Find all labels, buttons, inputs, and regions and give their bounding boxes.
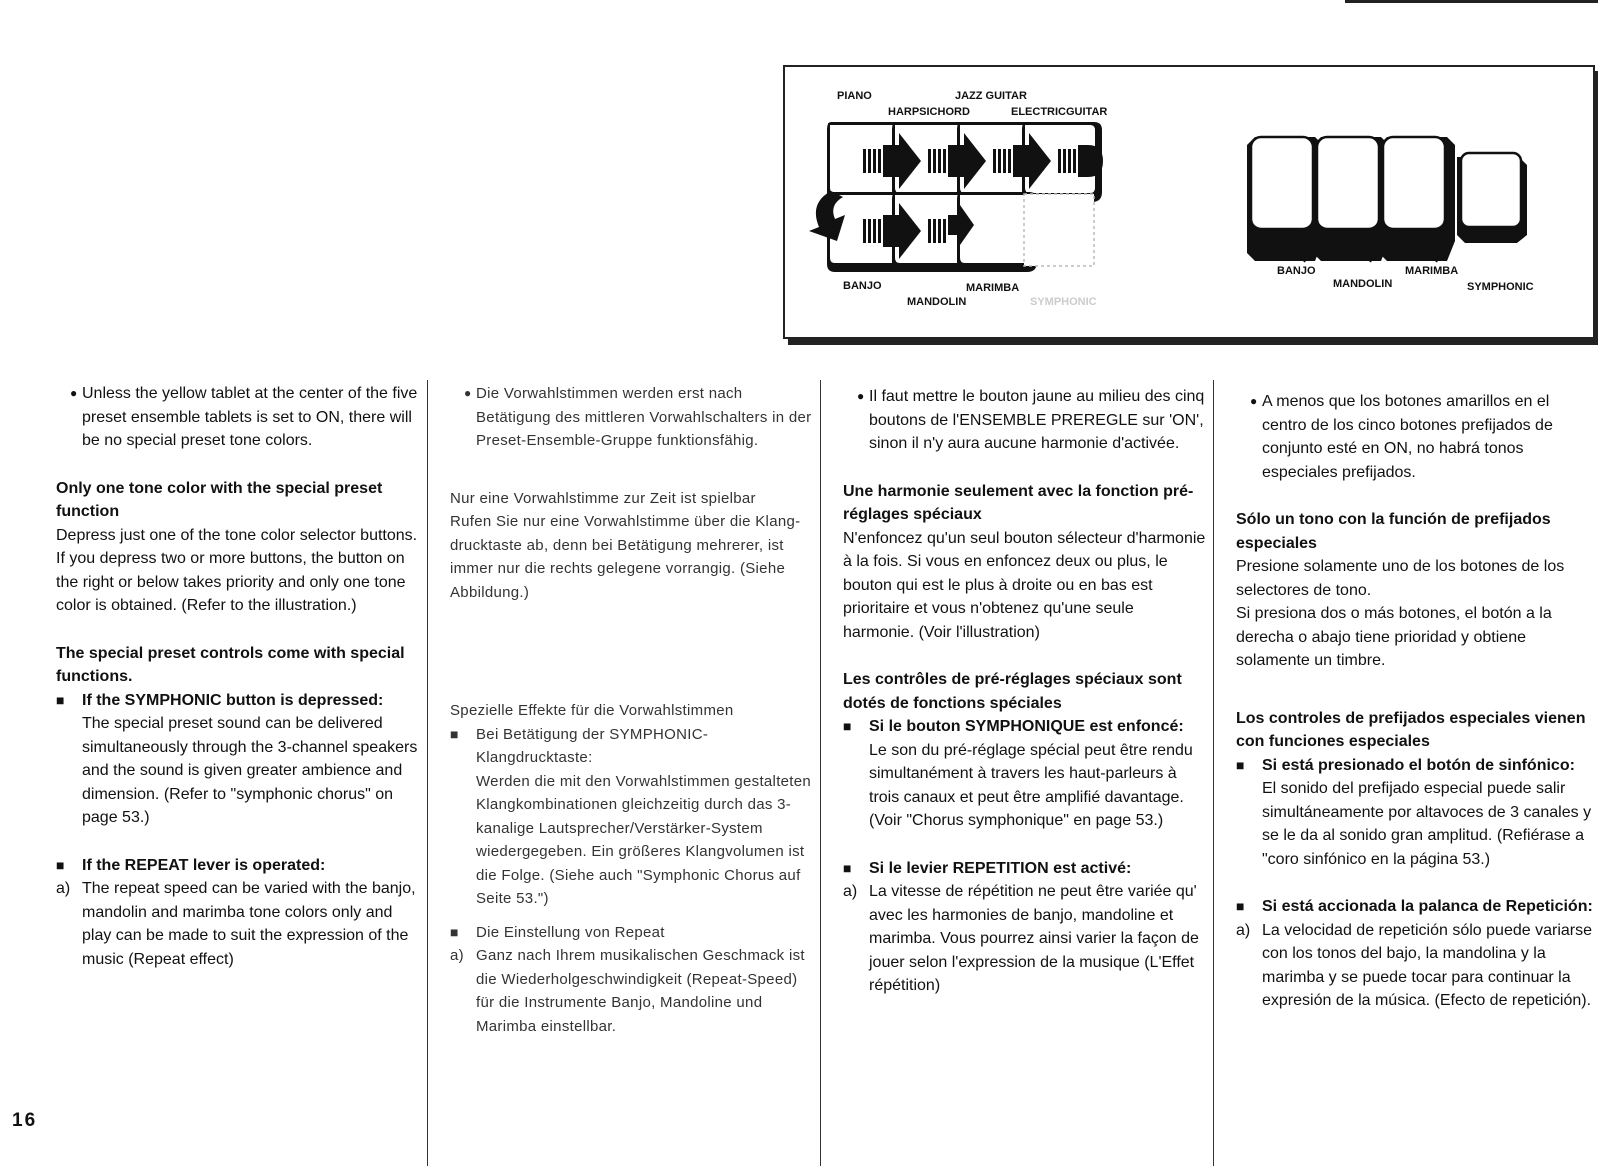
top-rule <box>1345 0 1598 3</box>
german-para-1: Rufen Sie nur eine Vorwahlstimme über die Klang-drucktaste ab, denn bei Betätigung mehrerer, ist immer nur die rechts gelegene vorrangig. (Siehe Abbildung.) <box>450 513 801 601</box>
german-heading-2: Spezielle Effekte für die Vorwahlstimmen <box>450 702 734 719</box>
spanish-repeat-text: La velocidad de repetición sólo puede variarse con los tonos del bajo, la mandolina y la marimba y se puede tocar para continuar la expresión de la música. (Efecto de repetición). <box>1262 921 1592 1009</box>
label-mandolin: MANDOLIN <box>907 296 967 308</box>
item-label: a) <box>1236 921 1251 939</box>
german-symphonic-heading: ■ Bei Betätigung der SYMPHONIC-Klangdrucktaste: <box>450 723 814 770</box>
french-repeat-text: La vitesse de répétition ne peut être variée qu' avec les harmonies de banjo, mandoline et marimba. Vous pourrez ainsi varier la façon de jouer selon l'expression de la musique (L'Effet répétition) <box>869 883 1199 994</box>
spanish-intro: ● A menos que los botones amarillos en el centro de los cinco botones prefijados de conjunto esté en ON, no habrá tonos especiales prefijados. <box>1236 390 1596 484</box>
french-symphonic-text: Le son du pré-réglage spécial peut être rendu simultanément à travers les haut-parleurs à trois canaux et peut être amplifié davantage. <box>869 741 1193 806</box>
english-repeat-text: The repeat speed can be varied with the banjo, mandolin and marimba tone colors only and play can be made to suit the expression of the music (Repeat effect) <box>82 880 416 968</box>
button-diagram <box>785 67 1593 337</box>
german-column <box>450 382 814 1038</box>
label-electric-guitar: ELECTRICGUITAR <box>1011 106 1108 118</box>
english-repeat-heading: ■ If the REPEAT lever is operated: <box>56 854 420 878</box>
item-label: a) <box>843 883 858 900</box>
label-marimba: MARIMBA <box>966 282 1020 294</box>
spanish-heading-2: Los controles de prefijados especiales vienen con funciones especiales <box>1236 709 1586 750</box>
german-intro: ● Die Vorwahlstimmen werden erst nach Betätigung des mittleren Vorwahlschalters in der Preset-Ensemble-Gruppe funktionsfähig. <box>450 382 814 453</box>
english-para-1a: Depress just one of the tone color selector buttons. <box>56 526 418 544</box>
french-intro: ● Il faut mettre le bouton jaune au milieu des cinq boutons de l'ENSEMBLE PREREGLE sur 'ON', sinon il n'y aura aucune harmonie d'activée. <box>843 385 1207 456</box>
english-intro: ● Unless the yellow tablet at the center of the five preset ensemble tablets is set to ON, there will be no special preset tone colors. <box>56 382 420 453</box>
english-heading-1: Only one tone color with the special preset function <box>56 479 383 520</box>
french-heading-2: Les contrôles de pré-réglages spéciaux sont dotés de fonctions spéciales <box>843 671 1182 712</box>
spanish-para-1b: Si presiona dos o más botones, el botón a la derecha o abajo tiene prioridad y obtiene solamente un timbre. <box>1236 605 1552 669</box>
label-piano: PIANO <box>837 90 872 102</box>
english-repeat-item <box>56 877 420 971</box>
german-repeat-item <box>450 944 814 1038</box>
right-label-symphonic: SYMPHONIC <box>1467 281 1534 293</box>
german-heading-1: Nur eine Vorwahlstimme zur Zeit ist spielbar <box>450 489 756 507</box>
right-label-mandolin: MANDOLIN <box>1333 278 1393 290</box>
spanish-symphonic-text: El sonido del prefijado especial puede salir simultáneamente por altavoces de 3 canales y se le da al sonido gran amplitud. (Refiérase a "coro sinfónico en la página 53.) <box>1262 780 1592 868</box>
english-para-1b: If you depress two or more buttons, the button on the right or below takes priority and only one tone color is obtained. (Refer to the illustration.) <box>56 550 406 614</box>
item-label: a) <box>56 880 71 897</box>
column-divider <box>427 380 428 1166</box>
spanish-repeat-heading: ■ Si está accionada la palanca de Repetición: <box>1236 895 1596 919</box>
right-button-group <box>1247 137 1527 262</box>
column-divider <box>820 380 821 1166</box>
english-symphonic-text: The special preset sound can be delivered simultaneously through the 3-channel speakers and the sound is given greater ambience and dimension. (Refer to "symphonic chorus" on page 53.) <box>82 715 418 826</box>
german-symphonic-text: Werden die mit den Vorwahlstimmen gestalteten Klangkombinationen gleichzeitig durch das 3-kanalige Lautsprecher/Verstärker-System wiedergegeben. Ein größeres Klangvolumen ist die Folge. (Siehe auch "Symphonic Chorus auf Seite 53.") <box>476 772 812 907</box>
label-symphonic-faded: SYMPHONIC <box>1030 296 1097 308</box>
tone-button-illustration <box>783 65 1595 339</box>
spanish-symphonic-heading: ■ Si está presionado el botón de sinfónico: <box>1236 754 1596 778</box>
german-repeat-text: Ganz nach Ihrem musikalischen Geschmack ist die Wiederholgeschwindigkeit (Repeat-Speed) für die Instrumente Banjo, Mandoline und Marimba einstellbar. <box>476 947 805 1035</box>
spanish-column <box>1236 390 1596 1013</box>
french-symphonic-heading: ■ Si le bouton SYMPHONIQUE est enfoncé: <box>843 715 1207 739</box>
label-banjo: BANJO <box>843 280 882 292</box>
english-symphonic-heading: ■ If the SYMPHONIC button is depressed: <box>56 689 420 713</box>
english-heading-2: The special preset controls come with special functions. <box>56 644 405 685</box>
english-column <box>56 382 420 971</box>
french-symphonic-ref: (Voir "Chorus symphonique" en page 53.) <box>869 812 1164 829</box>
french-column <box>843 385 1207 998</box>
french-repeat-heading: ■ Si le levier REPETITION est activé: <box>843 857 1207 881</box>
french-para-1: N'enfoncez qu'un seul bouton sélecteur d'harmonie à la fois. Si vous en enfoncez deux ou plus, le bouton qui est le plus à droite ou en bas est prioritaire et vous n'obtenez qu'une seule harmonie. (Voir l'illustration) <box>843 529 1206 641</box>
symphonic-button-faded <box>1024 194 1094 266</box>
label-jazz-guitar: JAZZ GUITAR <box>955 90 1027 102</box>
spanish-repeat-item <box>1236 919 1596 1013</box>
right-label-marimba: MARIMBA <box>1405 265 1459 277</box>
column-divider <box>1213 380 1214 1166</box>
label-harpsichord: HARPSICHORD <box>888 106 970 118</box>
german-repeat-heading: ■ Die Einstellung von Repeat <box>450 921 814 945</box>
item-label: a) <box>450 947 464 964</box>
spanish-heading-1: Sólo un tono con la función de prefijados especiales <box>1236 511 1551 552</box>
page-number: 16 <box>12 1110 38 1131</box>
right-label-banjo: BANJO <box>1277 265 1316 277</box>
french-heading-1: Une harmonie seulement avec la fonction pré-réglages spéciaux <box>843 482 1194 523</box>
spanish-para-1a: Presione solamente uno de los botones de los selectores de tono. <box>1236 558 1565 599</box>
french-repeat-item <box>843 880 1207 998</box>
